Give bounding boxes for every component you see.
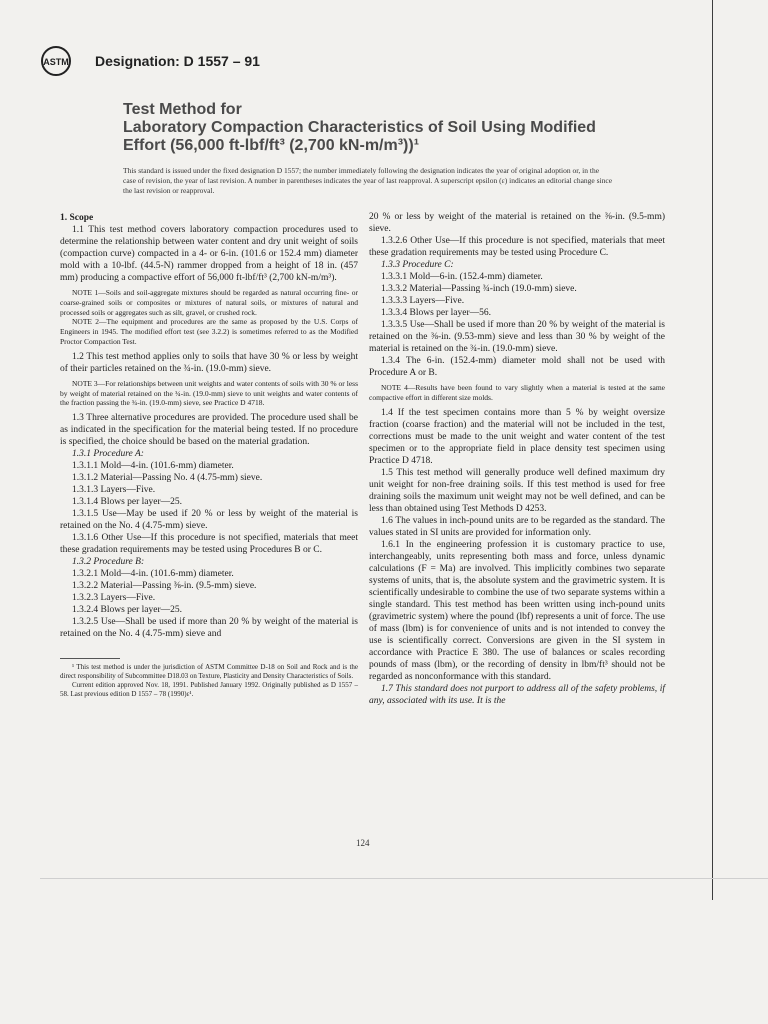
paragraph-1-5: 1.5 This test method will generally produce well defined maximum dry unit weight for non-free draining soils. If this test method is used for free draining soils the maximum unit weight may not be well defined, and can be less than obtained using Test Methods D 4253. xyxy=(369,467,665,514)
procedure-c-blows: 1.3.3.4 Blows per layer—56. xyxy=(381,308,492,318)
procedure-b-blows: 1.3.2.4 Blows per layer—25. xyxy=(72,605,183,616)
procedure-b-mold: 1.3.2.1 Mold—4-in. (101.6-mm) diameter. xyxy=(72,569,234,580)
paragraph-1-1: 1.1 This test method covers laboratory compaction procedures used to determine the relationship between water content and dry unit weight of soils (compaction curve) compacted in a 4- or 6-in. (101.6 or 152.4 mm) diameter mold with a 10-lbf. (44.5-N) rammer dropped from a height of 18 in. (457 mm) producing a compactive effort of 56,000 ft-lbf/ft³ (2,700 kN-m/m³). xyxy=(60,225,358,283)
scan-fold-line xyxy=(40,878,768,879)
procedure-b-other-use: 1.3.2.6 Other Use—If this procedure is not specified, materials that meet these gradation requirements may be tested using Procedure C. xyxy=(369,236,665,258)
designation: Designation: D 1557 – 91 xyxy=(95,53,260,69)
right-column xyxy=(369,211,665,707)
note-2: NOTE 2—The equipment and procedures are the same as proposed by the U.S. Corps of Engineers in 1945. The modified effort test (see 3.2.2) is sometimes referred to as the Modified Proctor Compaction Test. xyxy=(60,317,358,346)
procedure-c-heading: 1.3.3 Procedure C: xyxy=(381,260,454,270)
paragraph-1-4: 1.4 If the test specimen contains more than 5 % by weight oversize fraction (coarse fraction) and the material will not be included in the test, corrections must be made to the unit weight and water content of the test specimen or to the appropriate field in place density test specimen using Practice D 4718. xyxy=(369,407,665,466)
scan-edge-line xyxy=(712,0,713,900)
procedure-a-blows: 1.3.1.4 Blows per layer—25. xyxy=(72,497,183,508)
procedure-c-mold: 1.3.3.1 Mold—6-in. (152.4-mm) diameter. xyxy=(381,272,543,282)
procedure-b-use: 1.3.2.5 Use—Shall be used if more than 20 % by weight of the material is retained on the No. 4 (4.75-mm) sieve and xyxy=(60,617,358,640)
paragraph-1-2: 1.2 This test method applies only to soils that have 30 % or less by weight of their particles retained on the ¾-in. (19.0-mm) sieve. xyxy=(60,351,358,374)
procedure-b-use-continued: 20 % or less by weight of the material is retained on the ⅜-in. (9.5-mm) sieve. xyxy=(369,212,665,234)
procedure-a-mold: 1.3.1.1 Mold—4-in. (101.6-mm) diameter. xyxy=(72,461,234,472)
procedure-a-other-use: 1.3.1.6 Other Use—If this procedure is not specified, materials that meet these gradation requirements may be tested using Procedures B or C. xyxy=(60,533,358,556)
footnote-2: Current edition approved Nov. 18, 1991. Published January 1992. Originally published as D 1557 – 58. Last previous edition D 1557 – 78 (1990)ε¹. xyxy=(60,681,358,699)
procedure-a-layers: 1.3.1.3 Layers—Five. xyxy=(72,485,156,496)
svg-text:ASTM: ASTM xyxy=(43,57,69,67)
title-line-2: Laboratory Compaction Characteristics of Soil Using Modified xyxy=(123,119,596,136)
note-4: NOTE 4—Results have been found to vary slightly when a material is tested at the same compactive effort in different size molds. xyxy=(369,383,665,402)
paragraph-1-6: 1.6 The values in inch-pound units are to be regarded as the standard. The values stated in SI units are provided for information only. xyxy=(369,515,665,538)
procedure-a-use: 1.3.1.5 Use—May be used if 20 % or less by weight of the material is retained on the No. 4 (4.75-mm) sieve. xyxy=(60,509,358,532)
procedure-a-heading: 1.3.1 Procedure A: xyxy=(72,449,144,460)
paragraph-1-7: 1.7 This standard does not purport to address all of the safety problems, if any, associated with its use. It is the xyxy=(369,683,665,706)
page-number: 124 xyxy=(356,838,370,848)
procedure-a-material: 1.3.1.2 Material—Passing No. 4 (4.75-mm) sieve. xyxy=(72,473,263,484)
issue-note: This standard is issued under the fixed designation D 1557; the number immediately following the designation indicates the year of original adoption or, in the case of revision, the year of last revision. A number in parentheses indicates the year of last reapproval. A superscript epsilon (ε) indicates an editorial change since the last revision or reapproval. xyxy=(123,166,613,195)
procedure-b-heading: 1.3.2 Procedure B: xyxy=(72,557,145,568)
footnote-1: ¹ This test method is under the jurisdiction of ASTM Committee D-18 on Soil and Rock and is the direct responsibility of Subcommittee D18.03 on Texture, Plasticity and Density Characteristics of Soils. xyxy=(60,663,358,681)
title-line-3: Effort (56,000 ft-lbf/ft³ (2,700 kN-m/m³))¹ xyxy=(123,137,420,154)
footnote-divider xyxy=(60,658,120,659)
procedure-c-layers: 1.3.3.3 Layers—Five. xyxy=(381,296,465,306)
note-1: NOTE 1—Soils and soil-aggregate mixtures should be regarded as natural occurring fine- or coarse-grained soils or composites or mixtures of natural soils, or mixtures of natural and processed soils or aggregates such as silt, gravel, or crushed rock. xyxy=(60,288,358,317)
paragraph-1-3: 1.3 Three alternative procedures are provided. The procedure used shall be as indicated in the specification for the material being tested. If no procedure is specified, the choice should be based on the material gradation. xyxy=(60,413,358,448)
procedure-b-material: 1.3.2.2 Material—Passing ⅜-in. (9.5-mm) sieve. xyxy=(72,581,257,592)
scope-heading: 1. Scope xyxy=(60,213,94,223)
procedure-b-layers: 1.3.2.3 Layers—Five. xyxy=(72,593,156,604)
procedure-c-material: 1.3.3.2 Material—Passing ¾-inch (19.0-mm) sieve. xyxy=(381,284,577,294)
procedure-c-use: 1.3.3.5 Use—Shall be used if more than 20 % by weight of the material is retained on the ⅜-in. (9.53-mm) sieve and less than 30 % by weight of the material is retained on the ¾-in. (19.0-mm) sieve. xyxy=(369,320,665,354)
title-line-1: Test Method for xyxy=(123,101,242,118)
astm-logo-icon xyxy=(38,46,88,76)
left-column xyxy=(60,212,358,699)
document-title xyxy=(123,101,643,155)
paragraph-1-3-4: 1.3.4 The 6-in. (152.4-mm) diameter mold shall not be used with Procedure A or B. xyxy=(369,356,665,378)
paragraph-1-6-1: 1.6.1 In the engineering profession it is customary practice to use, interchangeably, units representing both mass and force, unless dynamic calculations (F = Ma) are involved. This implicitly combines two separate systems of units, that is, the absolute system and the gravimetric system. It is scientifically undesirable to combine the use of two separate systems within a single standard. This test method has been written using inch-pound units (gravimetric system) where the pound (lbf) represents a unit of force. The use of mass (lbm) is for convenience of units and is not intended to convey the use is scientifically correct. Conversions are given in the SI system in accordance with Practice E 380. The use of balances or scales recording pounds of mass (lbm), or the recording of density in lbm/ft³ should not be regarded as nonconformance with this standard. xyxy=(369,539,665,682)
note-3: NOTE 3—For relationships between unit weights and water contents of soils with 30 % or less by weight of material retained on the ¾-in. (19.0-mm) sieve to unit weights and water contents of the fraction passing the ¾-in. (19.0-mm) sieve, see Practice D 4718. xyxy=(60,378,358,408)
